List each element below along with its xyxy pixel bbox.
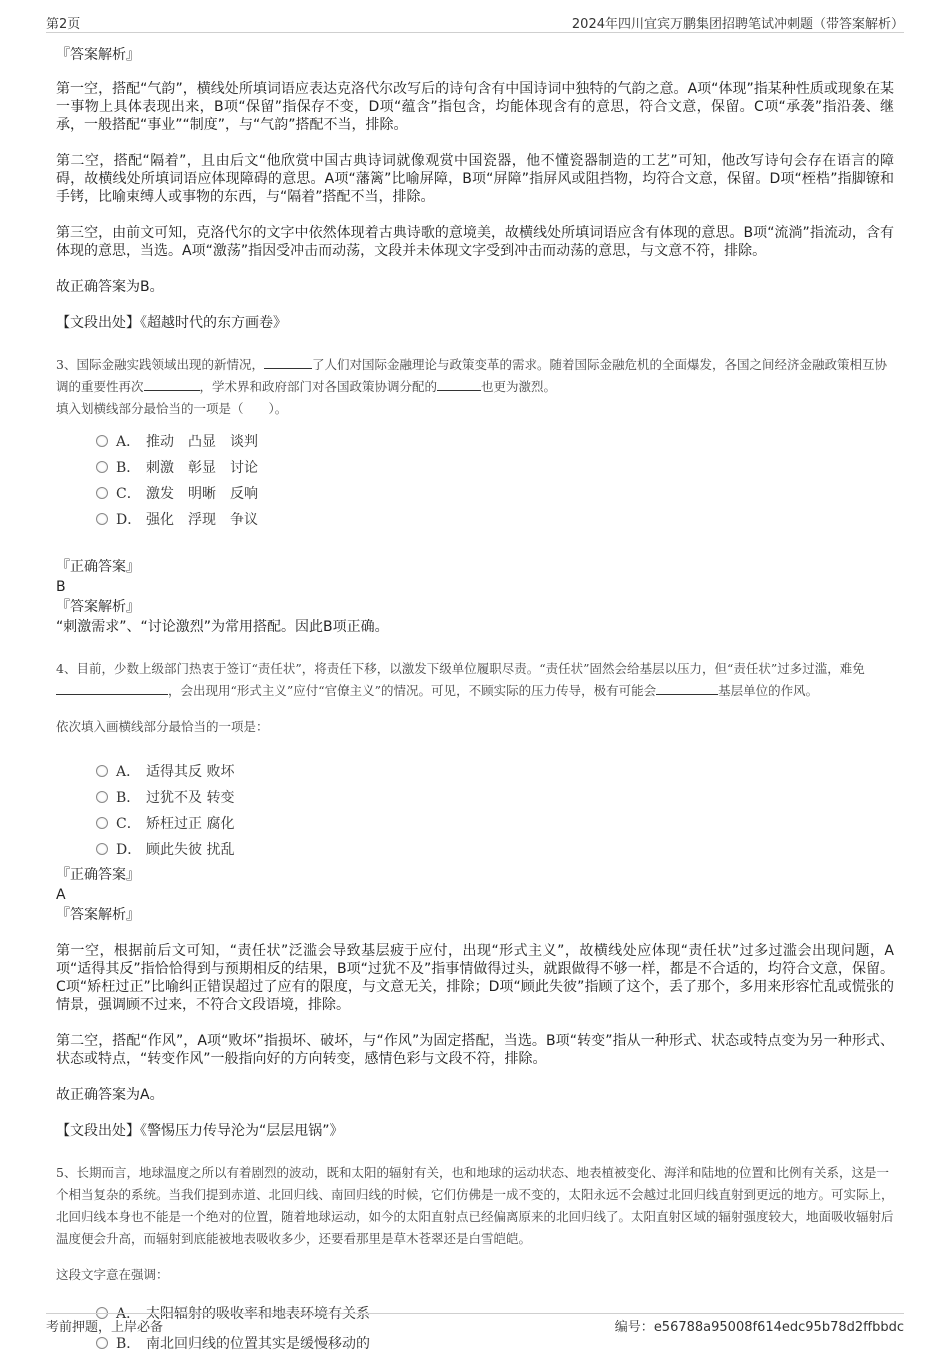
q4-option-c[interactable]: C． 矫枉过正 腐化 [96,810,894,836]
document-id: 编号：e56788a95008f614edc95b78d2ffbbdc [614,1320,904,1335]
q2-source: 【文段出处】《超越时代的东方画卷》 [56,315,287,331]
q5-option-a[interactable]: A． 太阳辐射的吸收率和地表环境有关系 [96,1298,894,1328]
radio-icon[interactable] [96,765,108,777]
q2-analysis-p2: 第二空，搭配“隔着”，且由后文“他欣赏中国古典诗词就像观赏中国瓷器，他不懂瓷器制造的工艺”可知，他改写诗句会存在语言的障碍，故横线处所填词语应体现障碍的意思。A项“藩篱”比喻屏障，B项“屏障”指屏风或阻挡物，均符合文意，保留。D项“桎梏”指脚镣和手铐，比喻束缚人或事物的东西，与“隔着”搭配不当，排除。 [56,153,894,205]
q4-answer-label: 『正确答案』 [56,867,140,883]
q4-prompt: 依次填入画横线部分最恰当的一项是： [56,719,269,734]
q4-analysis-p1: 第一空，根据前后文可知，“责任状”泛滥会导致基层疲于应付，出现“形式主义”，故横线处应体现“责任状”过多过滥会出现问题，A项“适得其反”指恰恰得到与预期相反的结果，B项“过犹不及”指事情做得过头，就跟做得不够一样，都是不合适的，均符合文意，保留。C项“矫枉过正”比喻纠正错误超过了应有的限度，与文意无关，排除；D项“顾此失彼”指顾了这个，丢了那个，多用来形容忙乱或慌张的情景，强调顾不过来，不符合文段语境，排除。 [56,943,894,1013]
q3-answer: B [56,579,66,595]
q4-option-a[interactable]: A． 适得其反 败坏 [96,758,894,784]
q3-blank-3 [437,376,481,391]
q3-options [96,428,894,532]
q3-blank-2 [144,376,200,391]
radio-icon[interactable] [96,1337,108,1349]
q4-blank-1 [56,680,168,695]
q3-analysis: “刺激需求”、“讨论激烈”为常用搭配。因此B项正确。 [56,619,389,635]
q3-option-a[interactable]: A． 推动 凸显 谈判 [96,428,894,454]
radio-icon[interactable] [96,461,108,473]
radio-icon[interactable] [96,791,108,803]
q4-stem: 4、目前，少数上级部门热衷于签订“责任状”，将责任下移，以激发下级单位履职尽责。“责任状”固然会给基层以压力，但“责任状”过多过滥，难免，会出现用“形式主义”应付“官僚主义”的情况。可见，不顾实际的压力传导，极有可能会 基层单位的作风。 [56,661,865,698]
q4-option-d[interactable]: D． 顾此失彼 扰乱 [96,836,894,862]
q3-option-c[interactable]: C． 激发 明晰 反响 [96,480,894,506]
q4-source: 【文段出处】《警惕压力传导沦为“层层甩锅”》 [56,1123,344,1139]
document-body [56,44,894,1358]
q3-blank-1 [264,354,312,369]
q2-analysis-label: 『答案解析』 [56,47,140,63]
page-number: 第2页 [46,17,81,32]
q5-option-b[interactable]: B． 南北回归线的位置其实是缓慢移动的 [96,1328,894,1358]
page-footer [46,1313,904,1336]
q2-conclusion: 故正确答案为B。 [56,279,164,295]
q4-option-b[interactable]: B． 过犹不及 转变 [96,784,894,810]
footer-slogan: 考前押题，上岸必备 [46,1320,164,1335]
q3-prompt: 填入划横线部分最恰当的一项是（ ）。 [56,401,288,416]
q4-blank-2 [656,680,718,695]
q4-analysis-label: 『答案解析』 [56,907,140,923]
q3-option-b[interactable]: B． 刺激 彰显 讨论 [96,454,894,480]
radio-icon[interactable] [96,513,108,525]
q2-analysis-p1: 第一空，搭配“气韵”，横线处所填词语应表达克洛代尔改写后的诗句含有中国诗词中独特的气韵之意。A项“体现”指某种性质或现象在某一事物上具体表现出来，B项“保留”指保存不变，D项“蕴含”指包含，均能体现含有的意思，符合文意，保留。C项“承袭”指沿袭、继承，一般搭配“事业”“制度”，与“气韵”搭配不当，排除。 [56,81,894,133]
q3-option-d[interactable]: D． 强化 浮现 争议 [96,506,894,532]
q4-answer: A [56,887,66,903]
q3-analysis-label: 『答案解析』 [56,599,140,615]
q4-options [96,758,894,862]
radio-icon[interactable] [96,817,108,829]
q5-prompt: 这段文字意在强调： [56,1267,169,1282]
radio-icon[interactable] [96,487,108,499]
document-title: 2024年四川宜宾万鹏集团招聘笔试冲刺题（带答案解析） [571,17,904,32]
q4-analysis-p2: 第二空，搭配“作风”，A项“败坏”指损坏、破坏，与“作风”为固定搭配，当选。B项“转变”指从一种形式、状态或特点变为另一种形式、状态或特点，“转变作风”一般指向好的方向转变，感情色彩与文段不符，排除。 [56,1033,894,1067]
radio-icon[interactable] [96,435,108,447]
q3-stem: 3、国际金融实践领域出现的新情况， 了人们对国际金融理论与政策变革的需求。随着国际金融危机的全面爆发，各国之间经济金融政策相互协调的重要性再次 ，学术界和政府部门对各国政策协调分配的 也更为激烈。 填入划横线部分最恰当的一项是（ ）。 [56,354,894,420]
radio-icon[interactable] [96,843,108,855]
q4-conclusion: 故正确答案为A。 [56,1087,164,1103]
q5-stem: 5、长期而言，地球温度之所以有着剧烈的波动，既和太阳的辐射有关，也和地球的运动状态、地表植被变化、海洋和陆地的位置和比例有关系，这是一个相当复杂的系统。当我们提到赤道、北回归线、南回归线的时候，它们仿佛是一成不变的，太阳永远不会越过北回归线直射到更远的地方。可实际上，北回归线本身也不能是一个绝对的位置，随着地球运动，如今的太阳直射点已经偏离原来的北回归线了。太阳直射区域的辐射强度较大，地面吸收辐射后温度便会升高，而辐射到底能被地表吸收多少，还要看那里是草木苍翠还是白雪皑皑。 [56,1165,894,1246]
q3-answer-label: 『正确答案』 [56,559,140,575]
q2-analysis-p3: 第三空，由前文可知，克洛代尔的文字中依然体现着古典诗歌的意境美，故横线处所填词语应含有体现的意思。B项“流淌”指流动，含有体现的意思，当选。A项“激荡”指因受冲击而动荡，文段并未体现文字受到冲击而动荡的意思，与文意不符，排除。 [56,225,894,259]
page-header [46,10,904,33]
